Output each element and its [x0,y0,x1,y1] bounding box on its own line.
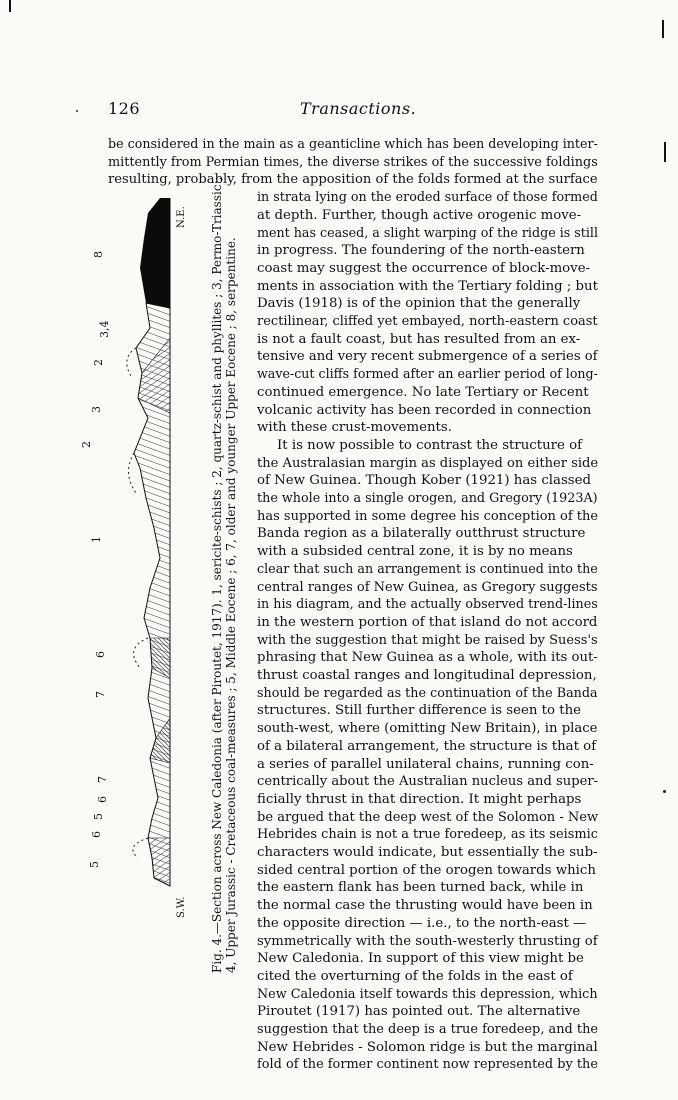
body-line: should be regarded as the continuation of the Banda [257,685,598,701]
body-line: centrically about the Australian nucleus and super- [257,774,599,790]
body-line: symmetrically with the south-westerly thrusting of [257,933,598,949]
body-line: wave-cut cliffs formed after an earlier period of long- [257,367,598,383]
body-line: of New Guinea. Though Kober (1921) has classed [257,473,592,489]
body-line: volcanic activity has been recorded in connection [257,402,592,418]
body-line: has supported in some degree his conception of the [257,508,599,524]
body-line: tensive and very recent submergence of a series of [257,349,598,365]
body-line: New Hebrides - Solomon ridge is but the marginal [257,1039,598,1055]
body-line: be argued that the deep west of the Solomon - New [257,809,599,825]
body-line: structures. Still further difference is seen to the [257,703,582,719]
body-line: the Australasian margin as displayed on either side [257,455,599,471]
body-line: phrasing that New Guinea as a whole, with its out- [257,650,598,666]
body-line: with these crust-movements. [257,420,452,436]
body-line: ments in association with the Tertiary folding ; but [257,278,598,294]
body-line: the opposite direction — i.e., to the north-east — [257,915,587,931]
figure-caption-line-2: 4, Upper Jurassic - Cretaceous coal-measures ; 5, Middle Eocene ; 6, 7, older and younger Upper Eocene ; 8, serpentine. [224,237,238,973]
unit-label-5b: 5 [88,861,101,868]
unit-label-3: 3 [90,406,103,413]
body-line: with the suggestion that might be raised by Suess's [257,632,598,648]
body-line: New Caledonia. In support of this view might be [257,951,584,967]
scan-speck [663,790,666,793]
body-line: fold of the former continent now represented by the [257,1057,598,1073]
body-line: rectilinear, cliffed yet embayed, north-eastern coast [257,314,598,329]
body-line: continued emergence. No late Tertiary or Recent [257,384,589,400]
body-line: Hebrides chain is not a true foredeep, as its seismic [257,827,599,843]
body-line: coast may suggest the occurrence of block-move- [257,260,591,276]
serpentine-unit [140,198,170,308]
body-line: ficially thrust in that direction. It might perhaps [257,791,582,807]
running-head: Transactions. [300,99,417,118]
body-line: in strata lying on the eroded surface of those formed [257,190,598,206]
body-line: in his diagram, and the actually observed trend-lines [257,597,598,613]
body-line: ment has ceased, a slight warping of the ridge is still [257,225,599,241]
body-line: mittently from Permian times, the diverse strikes of the successive foldings [108,154,598,170]
body-line: Davis (1918) is of the opinion that the generally [257,296,581,312]
body-line: of a bilateral arrangement, the structure is that of [257,738,597,754]
scan-edge-mark [9,0,11,12]
unit-label-2a: 2 [92,359,105,366]
body-line: south-west, where (omitting New Britain), in place [257,721,598,737]
body-line: in progress. The foundering of the north-eastern [257,243,585,259]
body-line: in the western portion of that island do not accord [257,614,598,630]
figure-caption-line-1: Fig. 4.—Section across New Caledonia (after Piroutet, 1917). 1, sericite-schists ; 2, quartz-schist and phyllites ; 3, Permo-Triassic ; [210,176,224,973]
body-line: be considered in the main as a geanticline which has been developing inter- [108,137,598,152]
unit-label-7b: 7 [96,776,109,783]
scan-edge-mark [662,20,664,38]
unit-label-7a: 7 [94,691,107,698]
unit-label-6a: 6 [94,651,107,658]
unit-label-6b: 6 [96,796,109,803]
body-line: the eastern flank has been turned back, while in [257,880,584,896]
body-line: cited the overturning of the folds in the east of [257,968,573,984]
body-line: It is now possible to contrast the structure of [277,437,583,453]
orientation-sw: S.W. [176,896,187,918]
body-line: suggestion that the deep is a true foredeep, and the [257,1022,599,1037]
unit-label-2b: 2 [80,441,93,448]
scan-edge-mark [664,142,666,162]
body-line: thrust coastal ranges and longitudinal depression, [257,668,597,683]
unit-label-5a: 5 [92,813,105,820]
body-line: resulting, probably, from the apposition of the folds formed at the surface [108,172,598,188]
body-line: the whole into a single orogen, and Gregory (1923A) [257,491,598,506]
unit-label-6c: 6 [90,831,103,838]
page-number: 126 [108,99,141,118]
body-line: Piroutet (1917) has pointed out. The alternative [257,1004,581,1020]
body-line: is not a fault coast, but has resulted from an ex- [257,331,581,347]
orientation-ne: N.E. [176,206,187,228]
unit-label-3-4: 3,4 [98,320,111,338]
body-line: a series of parallel unilateral chains, running con- [257,756,594,772]
unit-label-1: 1 [90,536,103,543]
body-line: with a subsided central zone, it is by no means [257,544,573,560]
scan-speck [76,110,78,112]
body-line: Banda region as a bilaterally outthrust structure [257,526,586,542]
body-line: the normal case the thrusting would have been in [257,898,593,914]
body-line: characters would indicate, but essentially the sub- [257,845,598,860]
body-line: at depth. Further, though active orogenic move- [257,207,582,223]
body-line: clear that such an arrangement is continued into the [257,561,598,577]
body-line: sided central portion of the orogen towards which [257,862,596,878]
body-line: central ranges of New Guinea, as Gregory suggests [257,579,598,595]
body-line: New Caledonia itself towards this depression, which [257,986,598,1002]
unit-label-8: 8 [92,251,105,258]
